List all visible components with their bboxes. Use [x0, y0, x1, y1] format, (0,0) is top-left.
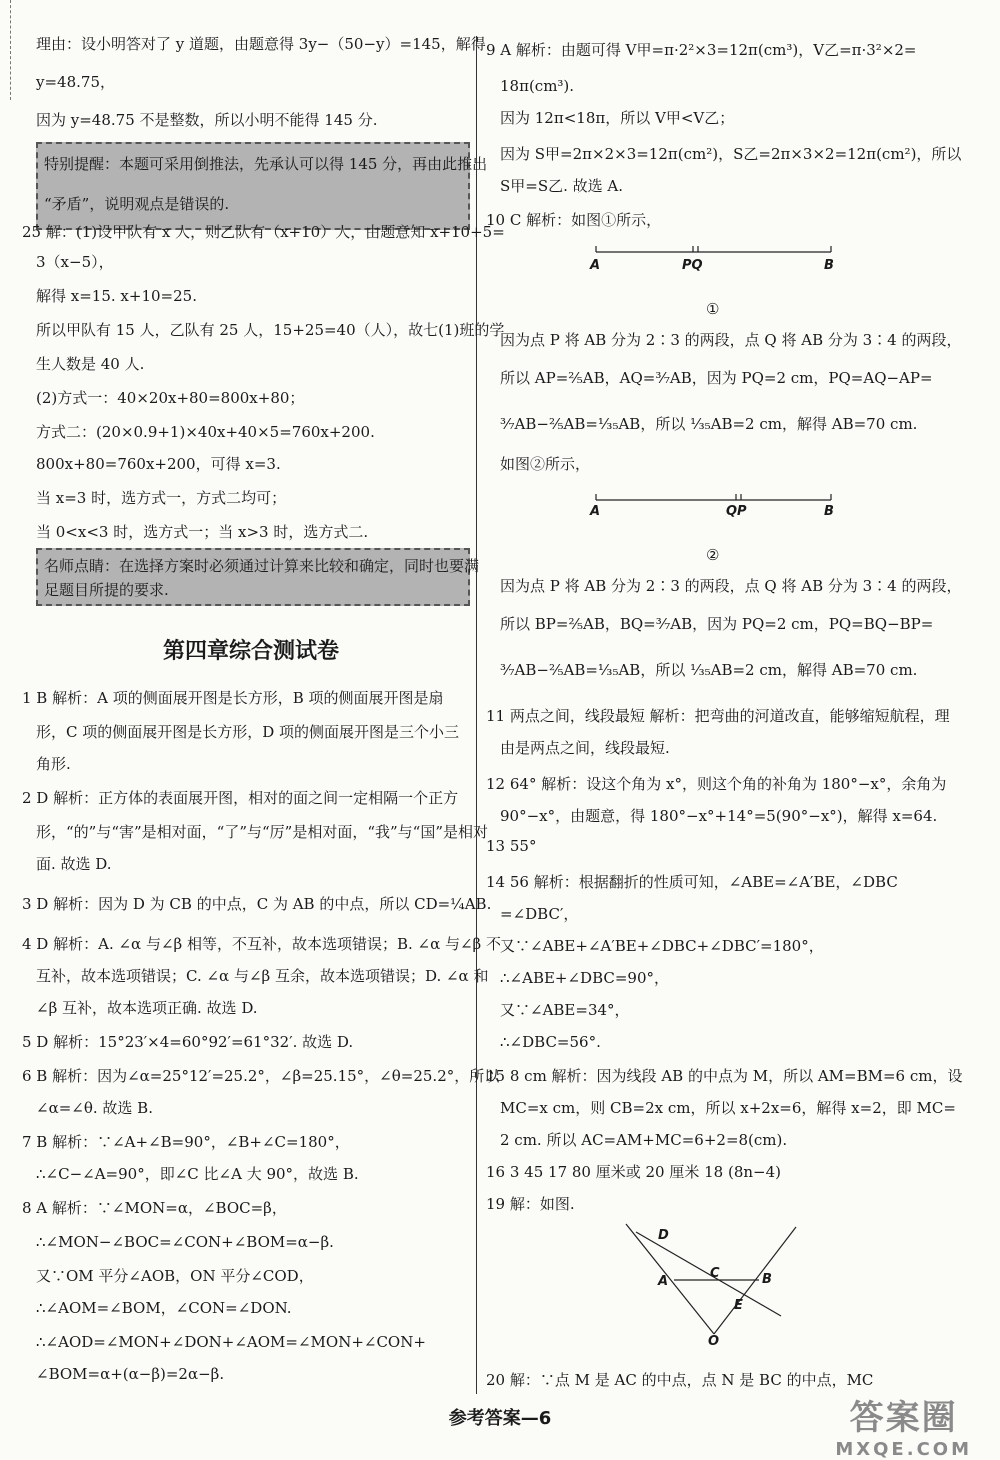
figure-1-segment	[596, 242, 836, 282]
q25-line-9: 当 x=3 时，选方式一，方式二均可；	[36, 489, 287, 507]
a14-line-3: 又∵∠ABE+∠A′BE+∠DBC+∠DBC′=180°，	[500, 937, 824, 955]
a8-line-5: ∴∠AOD=∠MON+∠DON+∠AOM=∠MON+∠CON+	[36, 1333, 426, 1351]
fig3-label-o: O	[708, 1334, 720, 1349]
a15-line-2: MC=x cm，则 CB=2x cm，所以 x+2x=6，解得 x=2，即 MC=	[500, 1099, 956, 1117]
watermark-text: 答案圈	[849, 1398, 958, 1438]
q25-line-10: 当 0<x<3 时，选方式一；当 x>3 时，选方式二.	[36, 523, 369, 541]
a10-line-2: 所以 AP=⅖AB，AQ=³⁄₇AB，因为 PQ=2 cm，PQ=AQ−AP=	[500, 369, 933, 387]
a8-line-6: ∠BOM=α+(α−β)=2α−β.	[36, 1365, 225, 1383]
a10b-line-1: 因为点 P 将 AB 分为 2∶3 的两段，点 Q 将 AB 分为 3∶4 的两段，	[500, 577, 962, 595]
fig2-caption: ②	[706, 546, 720, 564]
fig1-label-a: A	[590, 258, 601, 273]
a14-line-1: 14 56 解析：根据翻折的性质可知，∠ABE=∠A′BE，∠DBC	[486, 873, 898, 891]
a5-line-1: 5 D 解析：15°23′×4=60°92′=61°32′. 故选 D.	[22, 1033, 354, 1051]
q24-line-2: y=48.75，	[36, 73, 115, 91]
figure-3-angle-diagram	[626, 1224, 826, 1354]
page-footer: 参考答案—6	[448, 1408, 552, 1429]
fig2-label-qp: QP	[726, 504, 747, 519]
a10-line-3: ³⁄₇AB−⅖AB=¹⁄₃₅AB，所以 ¹⁄₃₅AB=2 cm，解得 AB=70 cm.	[500, 415, 918, 433]
a8-line-2: ∴∠MON−∠BOC=∠CON+∠BOM=α−β.	[36, 1233, 334, 1251]
q25-line-8: 800x+80=760x+200，可得 x=3.	[36, 455, 281, 473]
binding-margin-line	[0, 0, 11, 100]
a15-line-3: 2 cm. 所以 AC=AM+MC=6+2=8(cm).	[500, 1131, 788, 1149]
a4-line-2: 互补，故本选项错误；C. ∠α 与∠β 互余，故本选项错误；D. ∠α 和	[36, 967, 489, 985]
tip-line-2: “矛盾”，说明观点是错误的.	[44, 195, 230, 213]
q24-line-1: 理由：设小明答对了 y 道题，由题意得 3y−（50−y）=145，解得	[36, 35, 486, 53]
a12-line-1: 12 64° 解析：设这个角为 x°，则这个角的补角为 180°−x°，余角为	[486, 775, 947, 793]
a16-18-line: 16 3 45 17 80 厘米或 20 厘米 18 (8n−4)	[486, 1163, 781, 1181]
a7-line-1: 7 B 解析：∵∠A+∠B=90°，∠B+∠C=180°，	[22, 1133, 350, 1151]
a12-line-2: 90°−x°，由题意，得 180°−x°+14°=5(90°−x°)，解得 x=64.	[500, 807, 938, 825]
a1-line-3: 角形.	[36, 755, 71, 773]
a10-line-1: 因为点 P 将 AB 分为 2∶3 的两段，点 Q 将 AB 分为 3∶4 的两段，	[500, 331, 962, 349]
q25-line-2: 3（x−5），	[36, 253, 114, 271]
a8-line-3: 又∵OM 平分∠AOB，ON 平分∠COD，	[36, 1267, 314, 1285]
tip2-line-1: 名师点睛：在选择方案时必须通过计算来比较和确定，同时也要满	[44, 557, 480, 575]
q24-line-3: 因为 y=48.75 不是整数，所以小明不能得 145 分.	[36, 111, 378, 129]
a6-line-2: ∠α=∠θ. 故选 B.	[36, 1099, 153, 1117]
a4-line-3: ∠β 互补，故本选项正确. 故选 D.	[36, 999, 258, 1017]
a14-line-6: ∴∠DBC=56°.	[500, 1033, 601, 1051]
a3-line-1: 3 D 解析：因为 D 为 CB 的中点，C 为 AB 的中点，所以 CD=¼AB.	[22, 895, 492, 913]
a15-line-1: 15 8 cm 解析：因为线段 AB 的中点为 M，所以 AM=BM=6 cm，设	[486, 1067, 963, 1085]
a10-line-4: 如图②所示，	[500, 455, 591, 473]
a2-line-2: 形，“的”与“害”是相对面，“了”与“厉”是相对面，“我”与“国”是相对	[36, 823, 489, 841]
watermark-logo	[835, 1390, 972, 1460]
a6-line-1: 6 B 解析：因为∠α=25°12′=25.2°，∠β=25.15°，∠θ=25.2°，所以	[22, 1067, 500, 1085]
fig2-label-b: B	[824, 504, 834, 519]
q25-line-4: 所以甲队有 15 人，乙队有 25 人，15+25=40（人），故七(1)班的学	[36, 321, 505, 339]
a7-line-2: ∴∠C−∠A=90°，即∠C 比∠A 大 90°，故选 B.	[36, 1165, 359, 1183]
fig3-label-c: C	[710, 1266, 720, 1281]
fig1-label-b: B	[824, 258, 834, 273]
a11-line-1: 11 两点之间，线段最短 解析：把弯曲的河道改直，能够缩短航程，理	[486, 707, 950, 725]
a2-line-3: 面. 故选 D.	[36, 855, 112, 873]
a10-head: 10 C 解析：如图①所示，	[486, 211, 662, 229]
q25-line-7: 方式二：(20×0.9+1)×40x+40×5=760x+200.	[36, 423, 375, 441]
a10b-line-2: 所以 BP=⅖AB，BQ=³⁄₇AB，因为 PQ=2 cm，PQ=BQ−BP=	[500, 615, 934, 633]
q25-line-6: (2)方式一：40×20x+80=800x+80；	[36, 389, 305, 407]
fig1-caption: ①	[706, 300, 720, 318]
a9-line-2: 18π(cm³).	[500, 77, 575, 95]
a14-line-5: 又∵∠ABE=34°，	[500, 1001, 630, 1019]
a11-line-2: 由是两点之间，线段最短.	[500, 739, 670, 757]
tip-box-special-reminder	[36, 142, 488, 230]
a10b-line-3: ³⁄₇AB−⅖AB=¹⁄₃₅AB，所以 ¹⁄₃₅AB=2 cm，解得 AB=70 cm.	[500, 661, 918, 679]
tip-box-teacher-comment	[36, 548, 480, 606]
a9-line-4: 因为 S甲=2π×2×3=12π(cm²)，S乙=2π×3×2=12π(cm²)，所以	[500, 145, 962, 163]
tip-line-1: 特别提醒：本题可采用倒推法，先承认可以得 145 分，再由此推出	[44, 155, 488, 173]
a20-line: 20 解：∵点 M 是 AC 的中点，点 N 是 BC 的中点，MC	[486, 1371, 874, 1389]
fig3-label-e: E	[734, 1298, 743, 1313]
a14-line-4: ∴∠ABE+∠DBC=90°，	[500, 969, 670, 987]
a4-line-1: 4 D 解析：A. ∠α 与∠β 相等，不互补，故本选项错误；B. ∠α 与∠β 不	[22, 935, 501, 953]
fig3-label-b: B	[762, 1272, 772, 1287]
a1-line-2: 形，C 项的侧面展开图是长方形，D 项的侧面展开图是三个小三	[36, 723, 460, 741]
a2-line-1: 2 D 解析：正方体的表面展开图，相对的面之间一定相隔一个正方	[22, 789, 459, 807]
a9-line-5: S甲=S乙. 故选 A.	[500, 177, 624, 195]
figure-2-segment	[596, 490, 836, 530]
fig2-label-a: A	[590, 504, 601, 519]
a13-line: 13 55°	[486, 837, 537, 855]
q25-line-1: 25 解：(1)设甲队有 x 人，则乙队有（x+10）人，由题意知 x+10+5=	[22, 223, 505, 241]
a9-line-3: 因为 12π<18π，所以 V甲<V乙；	[500, 109, 735, 127]
a1-line-1: 1 B 解析：A 项的侧面展开图是长方形，B 项的侧面展开图是扇	[22, 689, 444, 707]
tip2-line-2: 足题目所提的要求.	[44, 581, 169, 599]
a8-line-4: ∴∠AOM=∠BOM，∠CON=∠DON.	[36, 1299, 292, 1317]
fig1-label-pq: PQ	[682, 258, 703, 273]
fig3-label-a: A	[658, 1274, 669, 1289]
a9-line-1: 9 A 解析：由题可得 V甲=π·2²×3=12π(cm³)，V乙=π·3²×2=	[486, 41, 917, 59]
q25-line-3: 解得 x=15. x+10=25.	[36, 287, 197, 305]
q25-line-5: 生人数是 40 人.	[36, 355, 145, 373]
a14-line-2: =∠DBC′，	[500, 905, 579, 923]
watermark-url: MXQE.COM	[835, 1439, 972, 1460]
a19-line: 19 解：如图.	[486, 1195, 575, 1213]
fig3-label-d: D	[658, 1228, 669, 1243]
a8-line-1: 8 A 解析：∵∠MON=α，∠BOC=β，	[22, 1199, 287, 1217]
chapter-title: 第四章综合测试卷	[162, 639, 339, 664]
